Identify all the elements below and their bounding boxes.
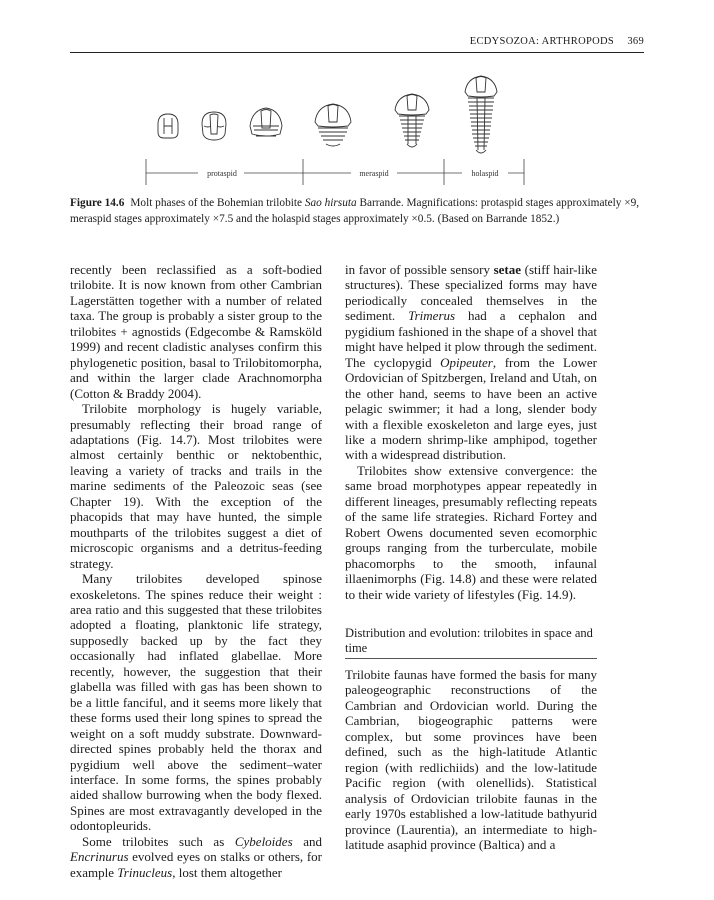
meraspid-stage-3 <box>395 94 429 147</box>
label-holaspid: holaspid <box>471 169 499 178</box>
caption-species: Sao hirsuta <box>304 197 357 209</box>
protaspid-stage-2 <box>202 112 226 140</box>
glossary-term: setae <box>493 262 522 277</box>
paragraph: Trilobite faunas have formed the basis for many paleogeographic reconstructions of the Cambrian and Ordovician world. During the Cambrian, biogeographic patterns were complex, but some provinces have been defined, such as the high-latitude Atlantic region (with redlichiids) and the low-latitude Pacific region (with olenellids). Statistical analysis of Ordovician trilobite faunas in the early 1970s established a low-latitude bathyurid province (Laurentia), an intermediate to high-latitude asaphid province (Baltica) and a <box>345 666 597 852</box>
genus-name: Trinucleus <box>117 864 173 880</box>
paragraph: Some trilobites such as Cybeloides and Encrinurus evolved eyes on stalks or others, for example Trinucleus, lost them altogether <box>70 833 322 880</box>
genus-name: Encrinurus <box>70 849 129 865</box>
paragraph: recently been reclassified as a soft-bodied trilobite. It is now known from other Cambrian Lagerstätten together with a number of related taxa. The group is probably a sister group to the trilobites + agnostids (Edgecombe & Ramsköld 1999) and recent cladistic analyses confirm this phylogenetic position, basal to Trilobitomorpha, and within the larger clade Arachnomorpha (Cotton & Braddy 2004). <box>70 262 322 401</box>
caption-text-post: Barrande. Magnifications: protaspid stages approximately ×9, meraspid stages approximately ×7.5 and the holaspid stages approximately ×0.5. (Based on Barrande 1852.) <box>70 197 640 225</box>
meraspid-stage-2 <box>315 104 351 146</box>
right-column <box>345 262 597 852</box>
figure-14-6 <box>140 72 530 187</box>
genus-name: Opipeuter <box>440 354 493 370</box>
section-heading: Distribution and evolution: trilobites in space and time <box>345 626 597 659</box>
caption-text-pre: Molt phases of the Bohemian trilobite <box>130 197 305 209</box>
genus-name: Cybeloides <box>234 833 293 849</box>
protaspid-stage-1 <box>158 114 178 138</box>
label-protaspid: protaspid <box>207 169 237 178</box>
label-meraspid: meraspid <box>359 169 389 178</box>
paragraph: Trilobites show extensive convergence: the same broad morphotypes appear repeatedly in different lineages, presumably reflecting repeats of the same life strategies. Richard Fortey and Robert Owens documented seven ecomorphic groups ranging from the turberculate, mobile phacomorphs to the smooth, infaunal illaenimorphs (Fig. 14.8) and these were related to their wide variety of lifestyles (Fig. 14.9). <box>345 462 597 602</box>
figure-caption <box>70 196 648 227</box>
meraspid-stage-1 <box>250 108 282 136</box>
holaspid-stage <box>465 76 497 153</box>
left-column <box>70 262 322 880</box>
paragraph: in favor of possible sensory setae (stiff hair-like structures). These specialized forms may have periodically concealed themselves in the sediment. Trimerus had a cephalon and pygidium fashioned in the shape of a shovel that might have helped it plow through the sediment. The cyclopygid Opipeuter, from the Lower Ordovician of Spitzbergen, Ireland and Utah, on the other hand, seems to have been an active pelagic swimmer; it had a long, slender body with a flexible exoskeleton and large eyes, just like a modern shrimp-like amphipod, together with a widespread distribution. <box>345 262 598 463</box>
running-header <box>70 36 644 53</box>
paragraph: Many trilobites developed spinose exoskeletons. The spines reduce their weight : area ratio and this suggested that these trilobites adopted a floating, planktonic life strategy, supposedly backed up by the fact they occasionally had inflated glabellae. More recently, however, the suggestion that their glabella was filled with gas has been shown to be a little fanciful, and it seems more likely that these forms used their long spines to spread the weight on a soft muddy substrate. Downward-directed spines probably held the thorax and pygidium well above the sediment–water interface. In some forms, the spines probably aided shallow burrowing when the body flexed. Spines are most extravagantly developed in the odontopleurids. <box>70 571 322 834</box>
figure-label: Figure 14.6 <box>70 197 125 209</box>
paragraph: Trilobite morphology is hugely variable, presumably reflecting their broad range of adaptations (Fig. 14.7). Most trilobites were almost certainly benthic or nektobenthic, leaving a variety of tracks and trails in the marine sediments of the Paleozoic seas (see Chapter 19). With the exception of the phacopids that may have hunted, the simple mouthparts of the trilobites suggest a diet of microscopic organisms and a detritus-feeding strategy. <box>70 401 322 571</box>
page-number: 369 <box>627 36 644 47</box>
trilobite-molt-illustration <box>140 72 530 187</box>
genus-name: Trimerus <box>408 308 456 324</box>
running-head: ECDYSOZOA: ARTHROPODS <box>469 36 614 47</box>
